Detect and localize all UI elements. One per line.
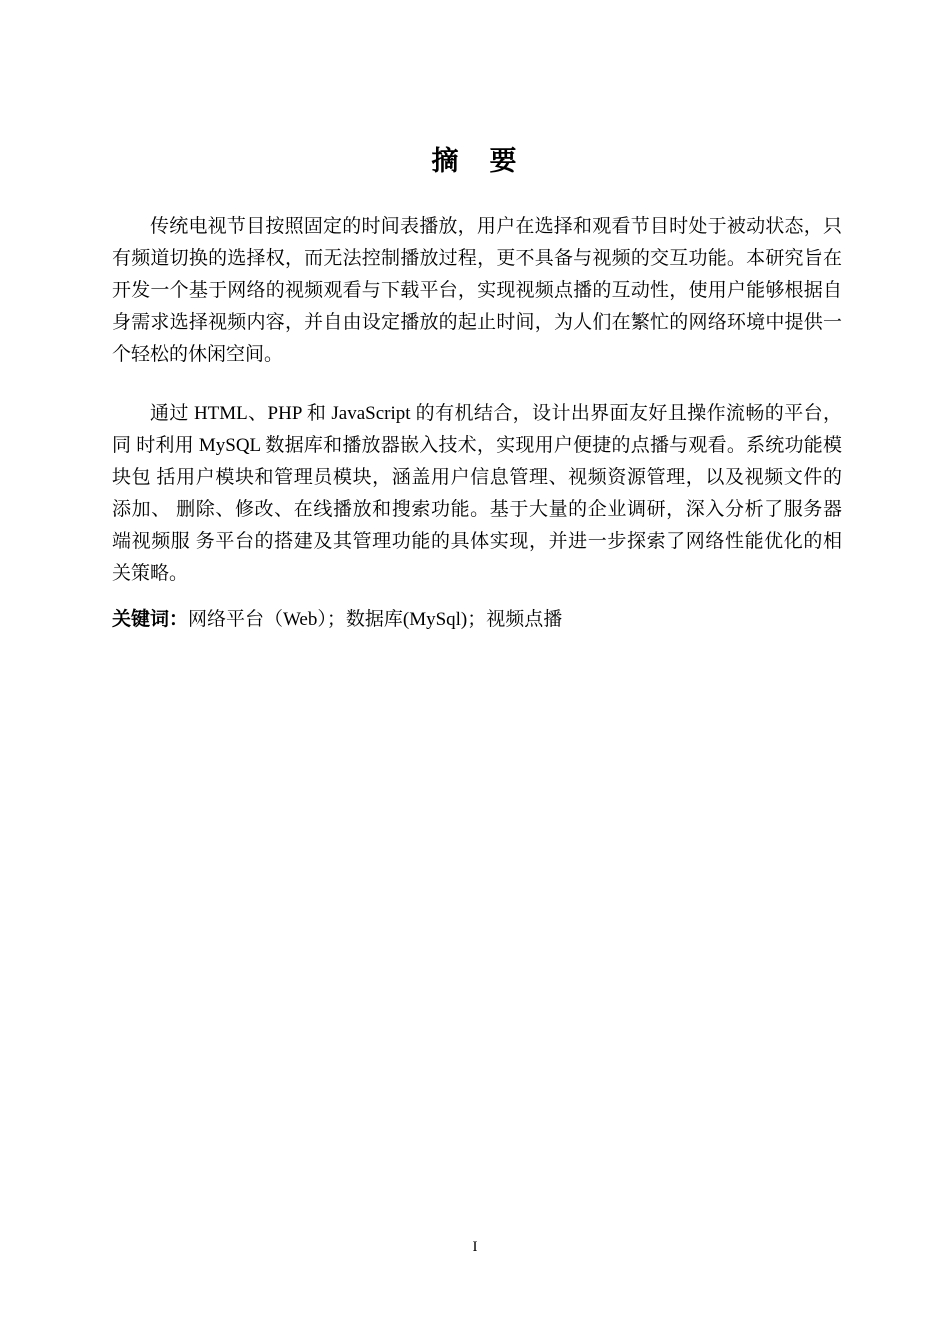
abstract-paragraph-1 (112, 211, 842, 371)
keywords-label: 关键词： (112, 609, 189, 630)
abstract-body (112, 211, 842, 636)
text-line: 关策略。 (112, 563, 189, 584)
text-line: 块包 括用户模块和管理员模块，涵盖用户信息管理、视频资源管理，以及视频文件的 (112, 467, 842, 488)
text-line: 有频道切换的选择权，而无法控制播放过程，更不具备与视频的交互功能。本研究旨在 (112, 248, 842, 269)
text-line: 端视频服 务平台的搭建及其管理功能的具体实现，并进一步探索了网络性能优化的相 (112, 531, 842, 552)
keywords-text: 网络平台（Web）；数据库(MySql)；视频点播 (188, 609, 563, 630)
keywords-line (112, 604, 842, 636)
page-number: I (472, 1239, 478, 1255)
text-line: 通过 HTML、PHP 和 JavaScript 的有机结合，设计出界面友好且操作流畅的平台， (150, 403, 842, 424)
text-line: 同 时利用 MySQL 数据库和播放器嵌入技术，实现用户便捷的点播与观看。系统功能模 (112, 435, 842, 456)
text-line: 添加、 删除、修改、在线播放和搜索功能。基于大量的企业调研，深入分析了服务器 (112, 499, 842, 520)
text-line: 身需求选择视频内容，并自由设定播放的起止时间，为人们在繁忙的网络环境中提供一 (112, 312, 842, 333)
text-line: 个轻松的休闲空间。 (112, 344, 284, 365)
text-line: 传统电视节目按照固定的时间表播放，用户在选择和观看节目时处于被动状态，只 (150, 216, 842, 237)
text-line: 开发一个基于网络的视频观看与下载平台，实现视频点播的互动性，使用户能够根据自 (112, 280, 842, 301)
abstract-title: 摘 要 (431, 146, 519, 176)
abstract-paragraph-2 (112, 398, 842, 590)
